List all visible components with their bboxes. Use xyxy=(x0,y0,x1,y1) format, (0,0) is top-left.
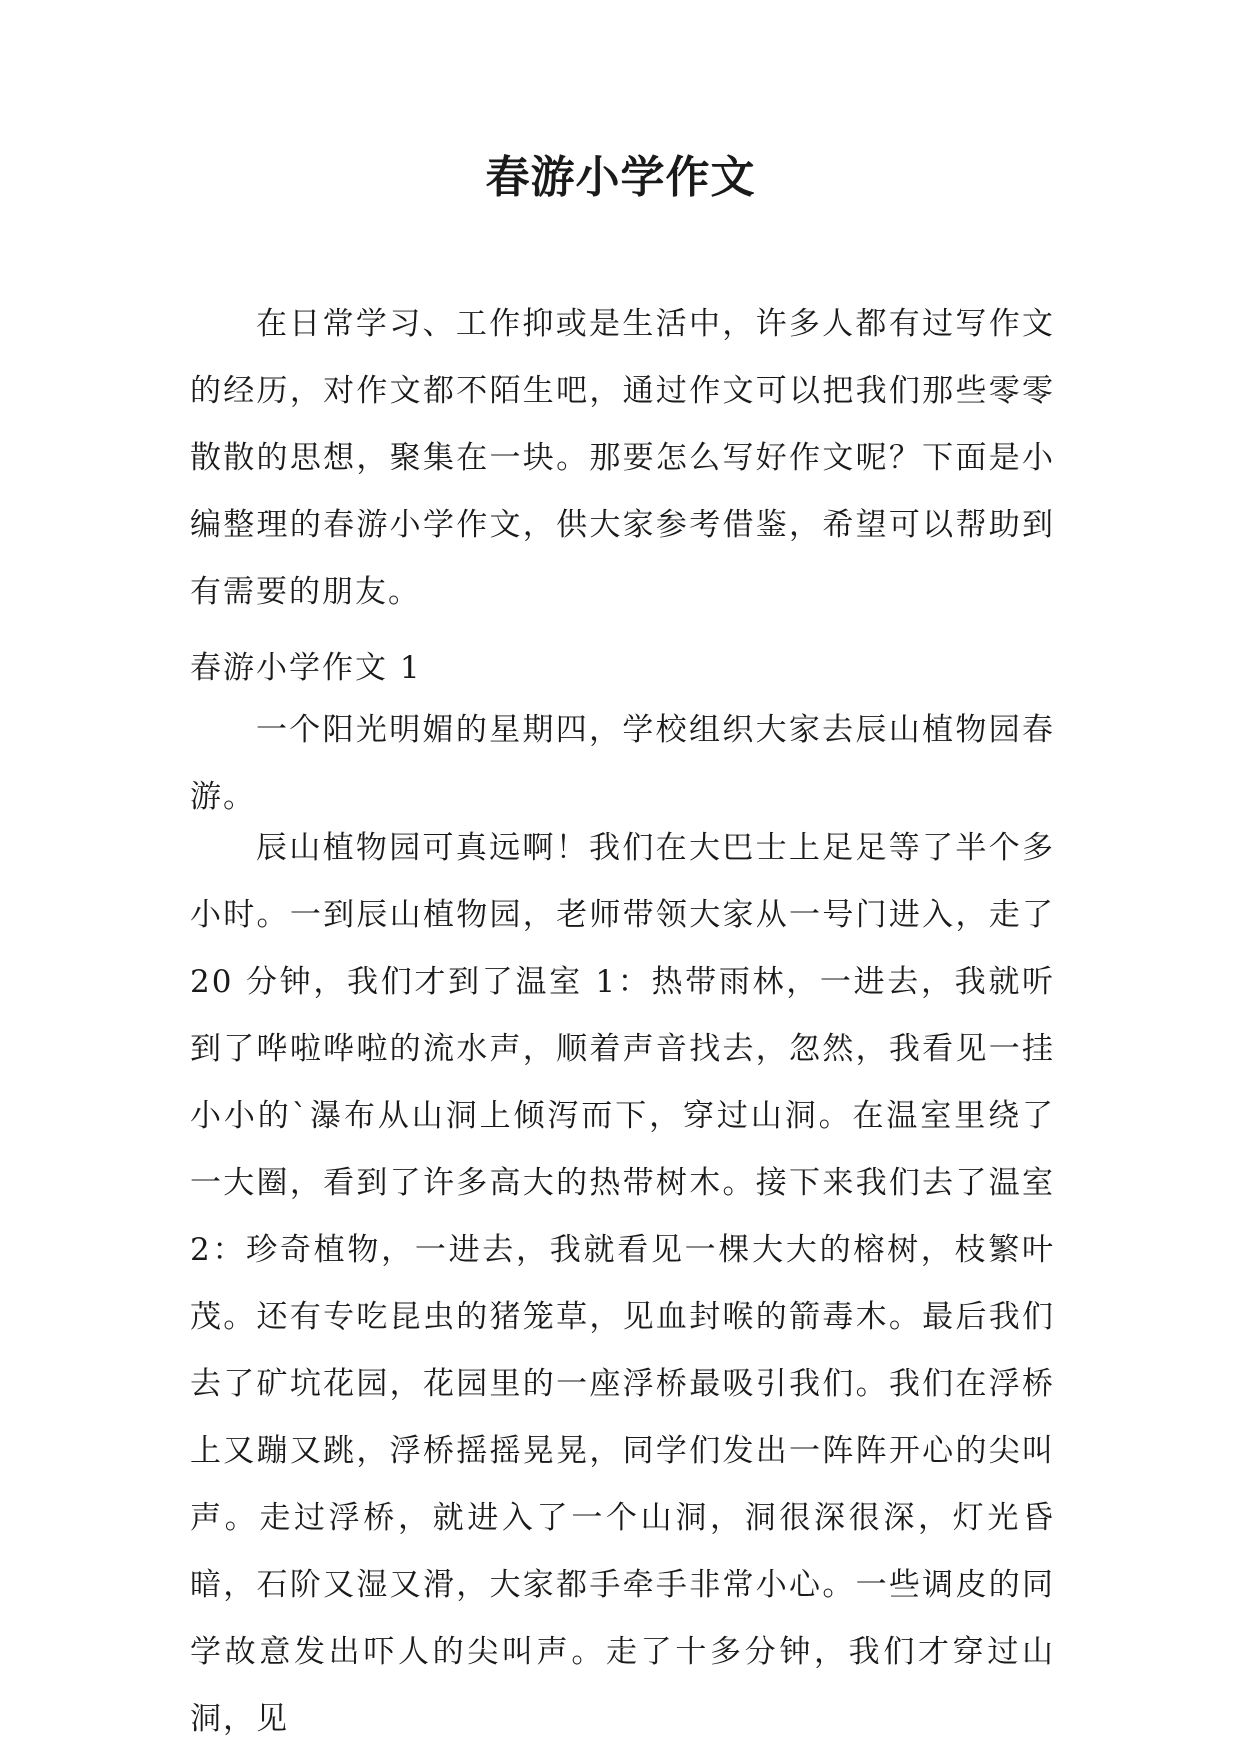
body-paragraph: 辰山植物园可真远啊！我们在大巴士上足足等了半个多小时。一到辰山植物园，老师带领大家从一号门进入，走了 20 分钟，我们才到了温室 1：热带雨林，一进去，我就听到了哗啦哗啦的流水声，顺着声音找去，忽然，我看见一挂小小的`瀑布从山洞上倾泻而下，穿过山洞。在温室里绕了一大圈，看到了许多高大的热带树木。接下来我们去了温室 2：珍奇植物，一进去，我就看见一棵大大的榕树，枝繁叶茂。还有专吃昆虫的猪笼草，见血封喉的箭毒木。最后我们去了矿坑花园，花园里的一座浮桥最吸引我们。我们在浮桥上又蹦又跳，浮桥摇摇晃晃，同学们发出一阵阵开心的尖叫声。走过浮桥，就进入了一个山洞，洞很深很深，灯光昏暗，石阶又湿又滑，大家都手牵手非常小心。一些调皮的同学故意发出吓人的尖叫声。走了十多分钟，我们才穿过山洞，见 xyxy=(190,830,1055,1737)
section-heading: 春游小学作文 1 xyxy=(190,650,422,686)
intro-paragraph: 在日常学习、工作抑或是生活中，许多人都有过写作文的经历，对作文都不陌生吧，通过作文可以把我们那些零零散散的思想，聚集在一块。那要怎么写好作文呢？下面是小编整理的春游小学作文，供大家参考借鉴，希望可以帮助到有需要的朋友。 xyxy=(190,306,1055,610)
document-title: 春游小学作文 xyxy=(485,152,756,203)
body-paragraph: 一个阳光明媚的星期四，学校组织大家去辰山植物园春游。 xyxy=(190,712,1055,815)
